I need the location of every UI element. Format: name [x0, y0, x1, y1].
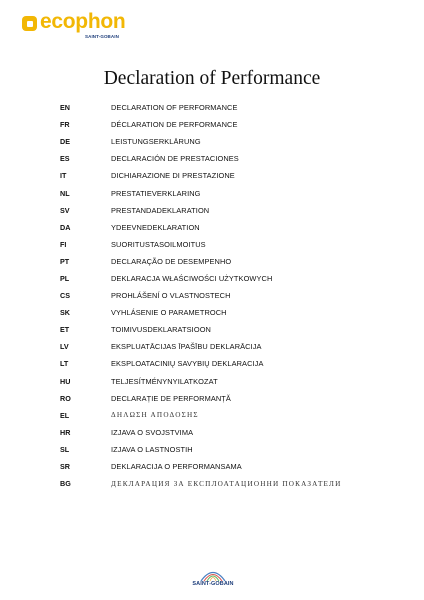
- language-code: HR: [60, 427, 71, 437]
- declaration-title: IZJAVA O LASTNOSTIH: [111, 444, 193, 454]
- language-row-fr: [60, 116, 400, 133]
- declaration-title: LEISTUNGSERKLÄRUNG: [111, 137, 201, 147]
- language-code: IT: [60, 171, 67, 181]
- language-code: LV: [60, 342, 69, 352]
- language-code: PT: [60, 256, 70, 266]
- language-code: HU: [60, 376, 71, 386]
- language-code: SK: [60, 308, 70, 318]
- language-row-el: [60, 407, 400, 424]
- ecophon-logo-mark-icon: [22, 16, 37, 31]
- language-code: FR: [60, 120, 70, 130]
- declaration-title: ДЕКЛАРАЦИЯ ЗА ЕКСПЛОАТАЦИОННИ ПОКАЗАТЕЛИ: [111, 479, 342, 488]
- ecophon-logo: [22, 10, 132, 45]
- saint-gobain-logo-icon: [183, 566, 243, 582]
- language-row-fi: [60, 236, 400, 253]
- language-code: FI: [60, 239, 67, 249]
- declaration-title: YDEEVNEDEKLARATION: [111, 222, 200, 232]
- language-row-it: [60, 167, 400, 184]
- language-row-cs: [60, 287, 400, 304]
- declaration-title: VYHLÁSENIE O PARAMETROCH: [111, 308, 227, 318]
- declaration-title: PRESTATIEVERKLARING: [111, 188, 201, 198]
- declaration-title: EKSPLOATACINIŲ SAVYBIŲ DEKLARACIJA: [111, 359, 264, 369]
- language-row-en: [60, 99, 400, 116]
- language-row-de: [60, 133, 400, 150]
- language-code: SL: [60, 444, 70, 454]
- language-code: SV: [60, 205, 70, 215]
- brand-name: ecophon: [40, 10, 126, 33]
- declaration-title: DECLARACIÓN DE PRESTACIONES: [111, 154, 239, 164]
- declaration-title: DICHIARAZIONE DI PRESTAZIONE: [111, 171, 235, 181]
- language-code: DE: [60, 137, 70, 147]
- language-code: ES: [60, 154, 70, 164]
- page-title: Declaration of Performance: [103, 68, 321, 89]
- language-row-sv: [60, 202, 400, 219]
- language-row-hu: [60, 373, 400, 390]
- declaration-title: DEKLARACJA WŁAŚCIWOŚCI UŻYTKOWYCH: [111, 273, 273, 283]
- language-code: ET: [60, 325, 70, 335]
- language-row-pl: [60, 270, 400, 287]
- declaration-title: EKSPLUATĀCIJAS ĪPAŠĪBU DEKLARĀCIJA: [111, 342, 262, 352]
- language-code: DA: [60, 222, 71, 232]
- declaration-title: DECLARAÇÃO DE DESEMPENHO: [111, 256, 232, 266]
- language-row-sl: [60, 441, 400, 458]
- declaration-title: PRESTANDADEKLARATION: [111, 205, 210, 215]
- declaration-title: ΔΗΛΩΣΗ ΑΠΟΔΟΣΗΣ: [111, 411, 199, 420]
- language-row-lt: [60, 355, 400, 372]
- language-code: PL: [60, 273, 70, 283]
- language-code: LT: [60, 359, 69, 369]
- brand-sub: SAINT-GOBAIN: [85, 34, 119, 39]
- language-row-da: [60, 219, 400, 236]
- language-row-pt: [60, 253, 400, 270]
- footer-logo: [183, 566, 243, 590]
- declaration-title: TELJESÍTMÉNYNYILATKOZAT: [111, 376, 218, 386]
- language-row-hr: [60, 424, 400, 441]
- declaration-title: DECLARATION OF PERFORMANCE: [111, 103, 238, 113]
- language-code: BG: [60, 479, 71, 489]
- footer-brand: SAINT-GOBAIN: [192, 581, 234, 587]
- language-code: EL: [60, 410, 70, 420]
- declaration-title: DÉCLARATION DE PERFORMANCE: [111, 120, 238, 130]
- language-row-lv: [60, 338, 400, 355]
- language-row-ro: [60, 390, 400, 407]
- language-code: EN: [60, 103, 70, 113]
- declaration-title: DECLARAȚIE DE PERFORMANȚĂ: [111, 393, 231, 403]
- declaration-title: SUORITUSTASOILMOITUS: [111, 239, 206, 249]
- language-code: SR: [60, 462, 70, 472]
- declaration-title: TOIMIVUSDEKLARATSIOON: [111, 325, 211, 335]
- language-code: RO: [60, 393, 71, 403]
- language-row-bg: [60, 475, 400, 492]
- language-row-sk: [60, 304, 400, 321]
- declaration-title: DEKLARACIJA O PERFORMANSAMA: [111, 462, 242, 472]
- declaration-title: IZJAVA O SVOJSTVIMA: [111, 427, 194, 437]
- declaration-title: PROHLÁŠENÍ O VLASTNOSTECH: [111, 291, 231, 301]
- language-code: CS: [60, 291, 70, 301]
- language-row-et: [60, 321, 400, 338]
- language-row-sr: [60, 458, 400, 475]
- language-code: NL: [60, 188, 70, 198]
- language-row-es: [60, 150, 400, 167]
- language-row-nl: [60, 184, 400, 201]
- language-list: [60, 99, 400, 492]
